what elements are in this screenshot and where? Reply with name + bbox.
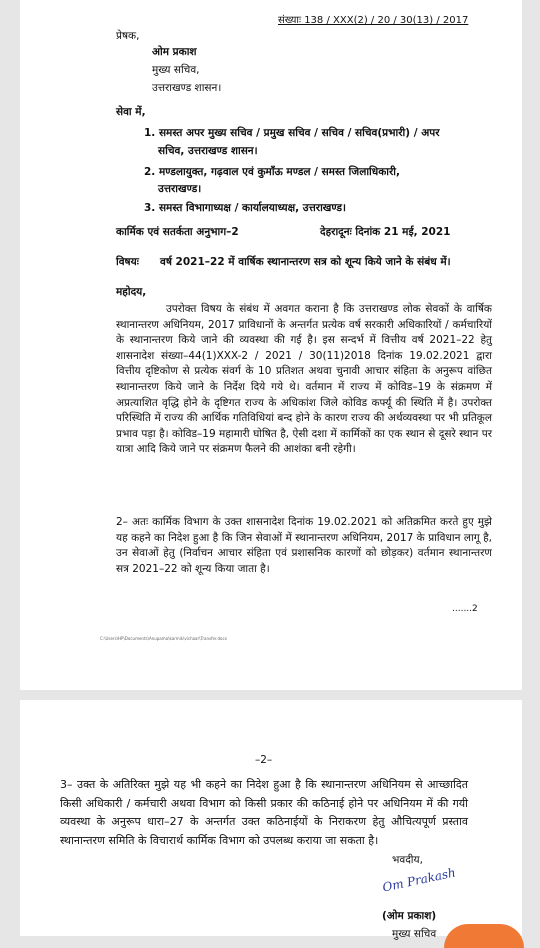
recipient-1-line1: 1. समस्त अपर मुख्य सचिव / प्रमुख सचिव / सचिव / सचिव(प्रभारी) / अपर bbox=[144, 127, 440, 139]
signatory-designation: मुख्य सचिव bbox=[392, 928, 437, 940]
sender-name: ओम प्रकाश bbox=[152, 46, 197, 58]
recipient-2-line2: उत्तराखण्ड। bbox=[158, 183, 202, 195]
page-number: –2– bbox=[255, 754, 273, 766]
signatory-name: (ओम प्रकाश) bbox=[382, 910, 437, 922]
paragraph-2: 2– अतः कार्मिक विभाग के उक्त शासनादेश दिनांक 19.02.2021 को अतिक्रमित करते हुए मुझे यह कहने का निदेश हुआ है कि जिन सेवाओं में स्थानान्तरण अधिनियम, 2017 के प्राविधान लागू है, उन सेवाओं हेतु (निर्वाचन आचार संहिता एवं प्रशासनिक कारणों को छोड़कर) वर्तमान स्थानान्तरण सत्र 2021–22 को शून्य किया जाता है। bbox=[116, 516, 492, 575]
file-path-footer: C:\Users\HP\Documents\Anupama\karmik\vichaar\Transfer.docx bbox=[100, 636, 228, 641]
recipient-3-line1: 3. समस्त विभागाध्यक्ष / कार्यालयाध्यक्ष, उत्तराखण्ड। bbox=[144, 202, 346, 214]
to-label: सेवा में, bbox=[116, 106, 146, 118]
floating-badge[interactable] bbox=[444, 924, 524, 948]
paragraph-3: 3– उक्त के अतिरिक्त मुझे यह भी कहने का निदेश हुआ है कि स्थानान्तरण अधिनियम से आच्छादित किसी अधिकारी / कर्मचारी अथवा विभाग को किसी प्रकार की कठिनाई होने पर अधिनियम में की गयी व्यवस्था के अनुरूप धारा–27 के अन्तर्गत उक्त कठिनाईयों के निराकरण हेतु औचित्यपूर्ण प्रस्ताव स्थानान्तरण समिति के विचारार्थ कार्मिक विभाग को उपलब्ध कराया जा सकता है। bbox=[60, 778, 468, 847]
reference-number: संख्याः 138 / XXX(2) / 20 / 30(13) / 2017 bbox=[278, 15, 469, 26]
continued-marker: .......2 bbox=[452, 604, 478, 614]
paragraph-1: उपरोक्त विषय के संबंध में अवगत कराना है कि उत्तराखण्ड लोक सेवकों के वार्षिक स्थानान्तरण अधिनियम, 2017 प्राविधानों के अन्तर्गत प्रत्येक वर्ष सरकारी अधिकारियों / कर्मचारियों के स्थानान्तरण किये जाने की व्यवस्था की गई है। इस सन्दर्भ में वित्तीय वर्ष 2021–22 हेतु शासनादेश संख्या–44(1)XXX-2 / 2021 / 30(11)2018 दिनांक 19.02.2021 द्वारा वित्तीय दृष्टिकोण से प्रत्येक संवर्ग के 10 प्रतिशत अथवा चुनावी आचार संहिता के अनुरूप वांछित स्थानान्तरण किये जाने के निर्देश दिये गये थे। वर्तमान में राज्य में कोविड–19 के संक्रमण में अप्रत्याशित वृद्धि होने के दृष्टिगत राज्य के अधिकांश जिले कोविड कर्फ्यू की स्थिति में है। उपरोक्त परिस्थिति में राज्य की आर्थिक गतिविधियां बन्द होने के कारण राज्य की अर्थव्यवस्था पर भी प्रतिकूल प्रभाव पड़ा है। कोविड–19 महामारी घोषित है, ऐसी दशा में कार्मिकों का एक स्थान से दूसरे स्थान पर यात्रा आदि किये जाने पर संक्रमण फैलने की आशंका बनी रहेगी। bbox=[116, 303, 492, 456]
section-name: कार्मिक एवं सतर्कता अनुभाग–2 bbox=[116, 226, 239, 238]
closing: भवदीय, bbox=[392, 854, 423, 866]
recipient-1-line2: सचिव, उत्तराखण्ड शासन। bbox=[158, 145, 258, 157]
letter-page-1 bbox=[20, 0, 522, 690]
sender-designation: मुख्य सचिव, bbox=[152, 64, 200, 76]
salutation: महोदय, bbox=[116, 286, 147, 298]
handwritten-signature: Om Prakash bbox=[381, 865, 457, 895]
letter-page-2 bbox=[20, 700, 522, 940]
subject-label: विषयः bbox=[116, 256, 139, 268]
place-date: देहरादूनः दिनांक 21 मई, 2021 bbox=[320, 226, 451, 238]
from-label: प्रेषक, bbox=[116, 30, 140, 42]
subject-text: वर्ष 2021–22 में वार्षिक स्थानान्तरण सत्र को शून्य किये जाने के संबंध में। bbox=[160, 256, 451, 268]
sender-office: उत्तराखण्ड शासन। bbox=[152, 82, 222, 94]
recipient-2-line1: 2. मण्डलायुक्त, गढ़वाल एवं कुमाँऊ मण्डल / समस्त जिलाधिकारी, bbox=[144, 166, 400, 178]
